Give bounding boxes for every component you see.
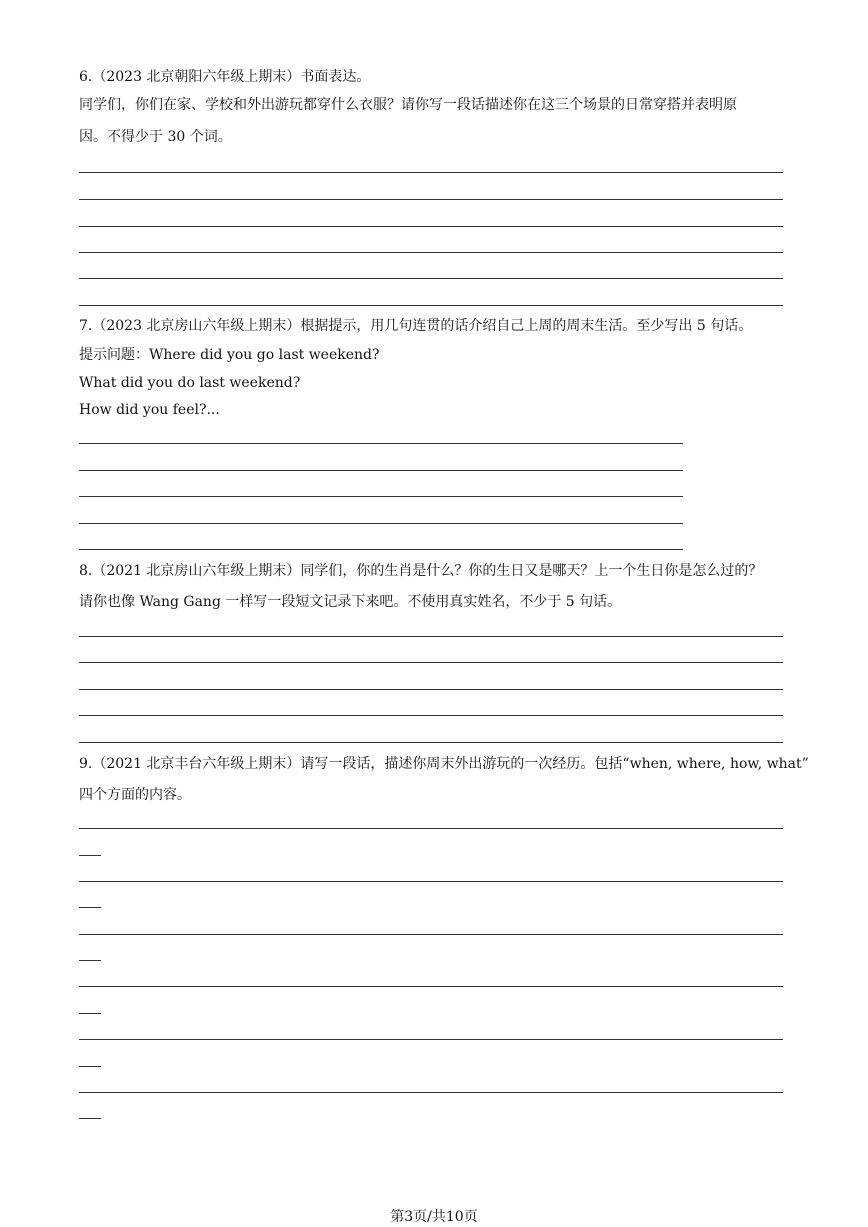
q9-answer-line[interactable]	[79, 934, 783, 935]
q9-title: 9.（2021 北京丰台六年级上期末）请写一段话，描述你周末外出游玩的一次经历。包括“when, where, how, what”	[79, 756, 809, 772]
q9-answer-tail	[79, 1118, 101, 1119]
q7-answer-line[interactable]	[79, 523, 683, 524]
q7-answer-line[interactable]	[79, 470, 683, 471]
q9-answer-line[interactable]	[79, 881, 783, 882]
q6-answer-line[interactable]	[79, 278, 783, 279]
q7-answer-line[interactable]	[79, 496, 683, 497]
q7-answer-line[interactable]	[79, 549, 683, 550]
q8-prompt: 请你也像 Wang Gang 一样写一段短文记录下来吧。不使用真实姓名，不少于 5 句话。	[79, 594, 622, 610]
q9-answer-tail	[79, 1013, 101, 1014]
q9-answer-line[interactable]	[79, 828, 783, 829]
q6-title: 6.（2023 北京朝阳六年级上期末）书面表达。	[79, 69, 371, 85]
q8-answer-line[interactable]	[79, 662, 783, 663]
q6-answer-line[interactable]	[79, 252, 783, 253]
q9-answer-line[interactable]	[79, 1092, 783, 1093]
q6-answer-line[interactable]	[79, 226, 783, 227]
q8-answer-line[interactable]	[79, 689, 783, 690]
q6-answer-line[interactable]	[79, 305, 783, 306]
q7-hint-2: What did you do last weekend?	[79, 375, 301, 391]
q9-prompt: 四个方面的内容。	[79, 787, 191, 803]
q9-answer-tail	[79, 855, 101, 856]
q7-hint-3: How did you feel?...	[79, 402, 220, 418]
q6-prompt-line1: 同学们，你们在家、学校和外出游玩都穿什么衣服？请你写一段话描述你在这三个场景的日常穿搭并表明原	[79, 97, 737, 113]
q9-answer-tail	[79, 907, 101, 908]
q7-hint-1: 提示问题：Where did you go last weekend?	[79, 347, 380, 363]
q8-title: 8.（2021 北京房山六年级上期末）同学们，你的生肖是什么？你的生日又是哪天？上一个生日你是怎么过的？	[79, 563, 763, 579]
q6-answer-line[interactable]	[79, 172, 783, 173]
q8-answer-line[interactable]	[79, 715, 783, 716]
q7-title: 7.（2023 北京房山六年级上期末）根据提示，用几句连贯的话介绍自己上周的周末生活。至少写出 5 句话。	[79, 318, 753, 334]
q9-answer-line[interactable]	[79, 1039, 783, 1040]
q8-answer-line[interactable]	[79, 742, 783, 743]
page-number: 第3页/共10页	[390, 1209, 478, 1225]
q7-answer-line[interactable]	[79, 443, 683, 444]
q8-answer-line[interactable]	[79, 636, 783, 637]
q6-answer-line[interactable]	[79, 199, 783, 200]
q9-answer-line[interactable]	[79, 986, 783, 987]
q6-prompt-line2: 因。不得少于 30 个词。	[79, 129, 232, 145]
q9-answer-tail	[79, 960, 101, 961]
q9-answer-tail	[79, 1066, 101, 1067]
